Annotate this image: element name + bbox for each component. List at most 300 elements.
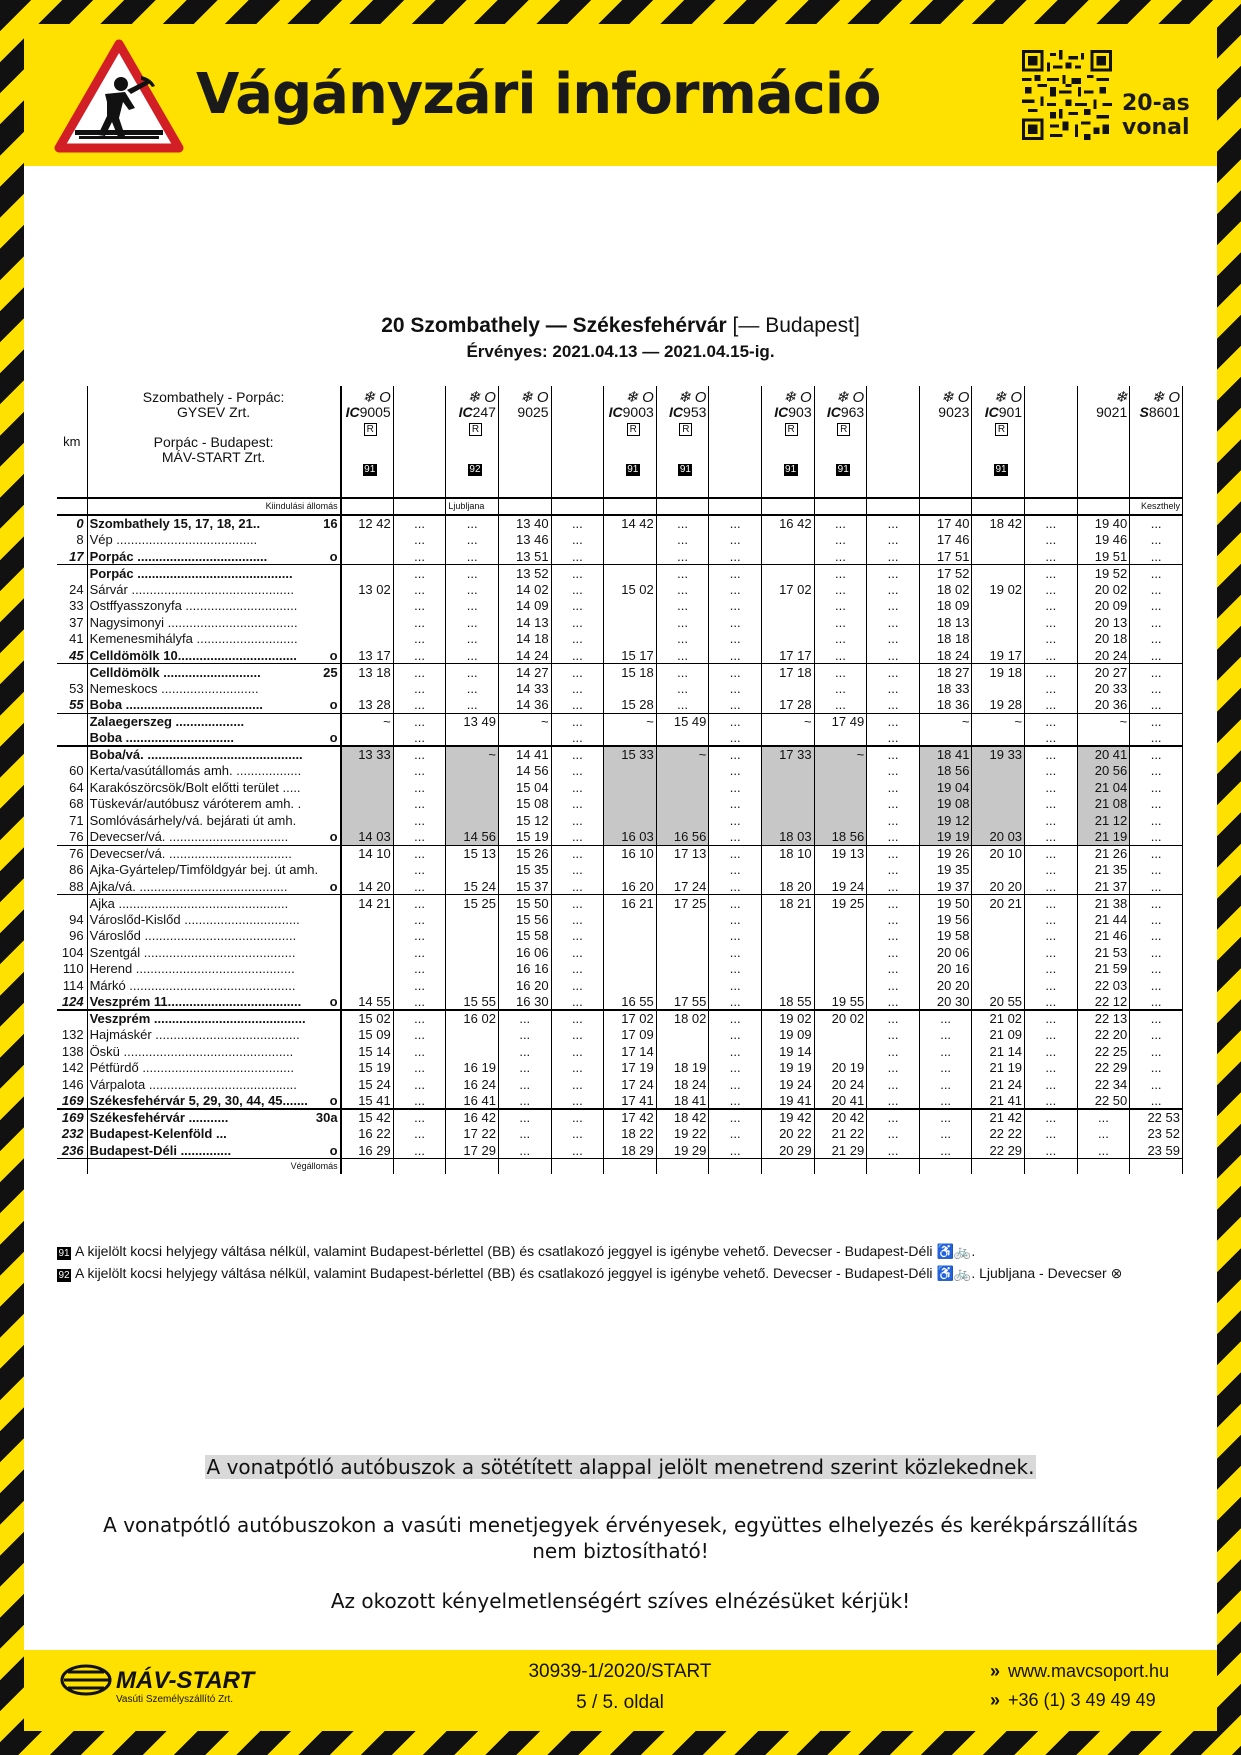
- time-cell: [446, 1027, 499, 1044]
- station-name: [87, 746, 341, 763]
- time-cell: [341, 911, 394, 928]
- time-cell: ...: [1130, 895, 1183, 912]
- time-cell: 15 41: [341, 1093, 394, 1110]
- time-cell: [341, 944, 394, 961]
- time-cell: ...: [709, 1010, 762, 1027]
- station-name: [87, 829, 341, 846]
- time-cell: 20 06: [919, 944, 972, 961]
- time-cell: 21 14: [972, 1043, 1025, 1060]
- time-cell: ...: [1130, 565, 1183, 582]
- time-cell: ...: [551, 713, 604, 730]
- time-cell: 16 20: [604, 878, 657, 895]
- website-link[interactable]: [990, 1661, 1169, 1682]
- time-cell: ...: [551, 977, 604, 994]
- time-cell: 13 51: [498, 548, 551, 565]
- snowflake-icon: ❄ O: [467, 389, 496, 406]
- time-cell: 21 26: [1077, 845, 1130, 862]
- time-cell: [762, 961, 815, 978]
- time-cell: ...: [709, 895, 762, 912]
- time-cell: ...: [393, 713, 446, 730]
- time-cell: ...: [709, 994, 762, 1011]
- train-header-5: [604, 386, 657, 498]
- time-cell: [604, 812, 657, 829]
- time-cell: 18 02: [656, 1010, 709, 1027]
- time-cell: ...: [551, 1142, 604, 1159]
- chevron-right-icon: »: [990, 1690, 1001, 1710]
- time-cell: ...: [551, 763, 604, 780]
- timetable-row: [57, 713, 1183, 730]
- distance-km: 37: [57, 614, 87, 631]
- time-cell: ...: [656, 532, 709, 549]
- time-cell: ...: [551, 1093, 604, 1110]
- time-cell: ...: [393, 1043, 446, 1060]
- time-cell: ...: [1130, 961, 1183, 978]
- time-cell: 15 02: [341, 1010, 394, 1027]
- timetable-row: [57, 548, 1183, 565]
- end-cell: [867, 1159, 920, 1175]
- time-cell: ...: [709, 1043, 762, 1060]
- station-label: Kemenesmihályfa ............................: [89, 631, 298, 647]
- time-cell: ...: [1025, 845, 1078, 862]
- time-cell: ...: [867, 1093, 920, 1110]
- time-cell: ~: [498, 713, 551, 730]
- timetable-row: [57, 779, 1183, 796]
- mav-start-logo[interactable]: [58, 1658, 255, 1708]
- time-cell: [814, 1043, 867, 1060]
- time-cell: 15 24: [341, 1076, 394, 1093]
- time-cell: ...: [867, 1010, 920, 1027]
- time-cell: ...: [551, 1010, 604, 1027]
- time-cell: 15 25: [446, 895, 499, 912]
- time-cell: [604, 977, 657, 994]
- time-cell: [814, 730, 867, 747]
- time-cell: ...: [1025, 961, 1078, 978]
- origin-cell: [656, 498, 709, 515]
- footnote-marker: 91: [837, 464, 849, 475]
- train-header-2: [446, 386, 499, 498]
- time-cell: ~: [446, 746, 499, 763]
- time-cell: [446, 796, 499, 813]
- time-cell: ...: [1025, 779, 1078, 796]
- time-cell: ...: [1130, 812, 1183, 829]
- time-cell: 17 55: [656, 994, 709, 1011]
- line-label-number: 20-as: [1122, 91, 1190, 116]
- time-cell: [762, 928, 815, 945]
- time-cell: ...: [1025, 911, 1078, 928]
- time-cell: 19 19: [919, 829, 972, 846]
- distance-km: 124: [57, 994, 87, 1011]
- time-cell: [814, 977, 867, 994]
- station-name: [87, 1010, 341, 1027]
- train-type-label: IC: [345, 404, 360, 420]
- time-cell: 14 21: [341, 895, 394, 912]
- time-cell: ...: [393, 697, 446, 714]
- time-cell: [972, 944, 1025, 961]
- distance-km: 76: [57, 829, 87, 846]
- train-header-4: [551, 386, 604, 498]
- time-cell: [341, 977, 394, 994]
- time-cell: ...: [446, 515, 499, 532]
- time-cell: 16 55: [604, 994, 657, 1011]
- time-cell: 13 49: [446, 713, 499, 730]
- time-cell: ...: [1025, 1043, 1078, 1060]
- track-worker-warning-icon: [55, 40, 183, 152]
- train-type-label: IC: [458, 404, 473, 420]
- time-cell: ...: [867, 763, 920, 780]
- time-cell: 20 16: [919, 961, 972, 978]
- time-cell: 14 42: [604, 515, 657, 532]
- time-cell: [972, 614, 1025, 631]
- time-cell: 17 52: [919, 565, 972, 582]
- timetable-row: [57, 515, 1183, 532]
- time-cell: [762, 565, 815, 582]
- time-cell: ...: [1130, 829, 1183, 846]
- time-cell: ...: [814, 697, 867, 714]
- time-cell: 21 35: [1077, 862, 1130, 879]
- time-cell: 18 33: [919, 680, 972, 697]
- time-cell: ...: [551, 631, 604, 648]
- station-label: Öskü ...............................................: [89, 1043, 294, 1059]
- train-number-value: 247: [472, 404, 496, 420]
- station-label: Tüskevár/autóbusz váróterem amh. .: [89, 796, 302, 812]
- time-cell: 18 13: [919, 614, 972, 631]
- distance-km: 96: [57, 928, 87, 945]
- time-cell: [972, 862, 1025, 879]
- time-cell: ...: [867, 1126, 920, 1143]
- station-name: [87, 730, 341, 747]
- time-cell: 17 02: [762, 581, 815, 598]
- train-header-9: [814, 386, 867, 498]
- snowflake-icon: ❄ O: [625, 389, 654, 406]
- time-cell: [762, 532, 815, 549]
- time-cell: ...: [446, 647, 499, 664]
- time-cell: [604, 548, 657, 565]
- distance-km: 33: [57, 598, 87, 615]
- station-label: Devecser/vá. ..................................: [89, 846, 292, 861]
- station-name: [87, 1126, 341, 1143]
- station-name: [87, 1076, 341, 1093]
- time-cell: ...: [393, 779, 446, 796]
- station-label: Pétfürdő ..........................................: [89, 1060, 295, 1076]
- origin-cell: [972, 498, 1025, 515]
- time-cell: ...: [709, 713, 762, 730]
- time-cell: 19 55: [814, 994, 867, 1011]
- timetable-row: [57, 614, 1183, 631]
- station-label: Ostffyasszonyfa ...............................: [89, 598, 298, 614]
- time-cell: 19 02: [972, 581, 1025, 598]
- time-cell: 13 17: [341, 647, 394, 664]
- station-name: [87, 532, 341, 549]
- time-cell: 15 49: [656, 713, 709, 730]
- timetable-row: [57, 977, 1183, 994]
- time-cell: 19 19: [762, 1060, 815, 1077]
- time-cell: 17 14: [604, 1043, 657, 1060]
- station-label: Zalaegerszeg ...................: [89, 714, 245, 729]
- station-name: [87, 895, 341, 912]
- station-label: Kerta/vasútállomás amh. ..................: [89, 763, 302, 779]
- train-number: [606, 405, 654, 420]
- distance-km: 53: [57, 680, 87, 697]
- time-cell: ...: [814, 532, 867, 549]
- time-cell: ~: [814, 746, 867, 763]
- time-cell: 19 51: [1077, 548, 1130, 565]
- time-cell: ...: [446, 631, 499, 648]
- time-cell: ...: [1025, 515, 1078, 532]
- time-cell: 20 42: [814, 1109, 867, 1126]
- time-cell: ...: [1130, 680, 1183, 697]
- time-cell: ...: [393, 1142, 446, 1159]
- time-cell: 20 36: [1077, 697, 1130, 714]
- timetable-header-row: [57, 386, 1183, 498]
- time-cell: ...: [1025, 829, 1078, 846]
- station-label: Nemeskocs ...........................: [89, 680, 259, 696]
- snowflake-icon: ❄ O: [1151, 389, 1180, 406]
- end-cell: [341, 1159, 394, 1175]
- distance-km: 114: [57, 977, 87, 994]
- time-cell: ...: [1025, 1010, 1078, 1027]
- time-cell: ...: [1025, 895, 1078, 912]
- time-cell: 20 56: [1077, 763, 1130, 780]
- origin-row: [57, 498, 1183, 515]
- timetable-row: [57, 796, 1183, 813]
- time-cell: ...: [446, 664, 499, 681]
- train-number: [1132, 405, 1180, 420]
- time-cell: ...: [1130, 994, 1183, 1011]
- time-cell: 13 40: [498, 515, 551, 532]
- distance-km: 169: [57, 1093, 87, 1110]
- end-cell: [1130, 1159, 1183, 1175]
- time-cell: 16 10: [604, 845, 657, 862]
- time-cell: 23 59: [1130, 1142, 1183, 1159]
- time-cell: ...: [709, 1060, 762, 1077]
- time-cell: 21 42: [972, 1109, 1025, 1126]
- time-cell: ...: [709, 961, 762, 978]
- station-note: o: [329, 1092, 338, 1108]
- operator-line: Szombathely - Porpác:: [142, 389, 285, 405]
- station-note: o: [329, 878, 338, 894]
- time-cell: 15 14: [341, 1043, 394, 1060]
- wheelchair-bicycle-icon: ♿🚲: [936, 1265, 972, 1281]
- station-name: [87, 565, 341, 582]
- timetable-row: [57, 1060, 1183, 1077]
- time-cell: ...: [709, 1093, 762, 1110]
- time-cell: 19 09: [762, 1027, 815, 1044]
- train-number-value: 901: [998, 404, 1023, 420]
- phone-contact[interactable]: [990, 1690, 1156, 1711]
- time-cell: ...: [393, 598, 446, 615]
- time-cell: 22 50: [1077, 1093, 1130, 1110]
- footnote-91-tail: .: [971, 1243, 976, 1259]
- time-cell: [498, 730, 551, 747]
- time-cell: ...: [814, 664, 867, 681]
- time-cell: ...: [1025, 730, 1078, 747]
- time-cell: ...: [867, 680, 920, 697]
- time-cell: 21 38: [1077, 895, 1130, 912]
- time-cell: 19 42: [762, 1109, 815, 1126]
- station-label: Boba ..............................: [89, 729, 235, 745]
- qr-code[interactable]: [1022, 50, 1112, 140]
- time-cell: ...: [551, 1060, 604, 1077]
- time-cell: ...: [1130, 614, 1183, 631]
- distance-km: 232: [57, 1126, 87, 1143]
- time-cell: [814, 812, 867, 829]
- time-cell: ...: [393, 1027, 446, 1044]
- time-cell: ...: [1025, 680, 1078, 697]
- time-cell: ...: [656, 515, 709, 532]
- distance-km: 45: [57, 647, 87, 664]
- time-cell: ...: [1025, 532, 1078, 549]
- time-cell: 20 24: [814, 1076, 867, 1093]
- origin-km: [57, 498, 87, 515]
- time-cell: ...: [1025, 664, 1078, 681]
- time-cell: 18 42: [656, 1109, 709, 1126]
- time-cell: 17 33: [762, 746, 815, 763]
- time-cell: 13 52: [498, 565, 551, 582]
- train-header-8: [762, 386, 815, 498]
- time-cell: ...: [1025, 1126, 1078, 1143]
- time-cell: ...: [814, 631, 867, 648]
- distance-km: 41: [57, 631, 87, 648]
- time-cell: ...: [1130, 697, 1183, 714]
- time-cell: [604, 961, 657, 978]
- time-cell: 17 02: [604, 1010, 657, 1027]
- time-cell: 18 24: [919, 647, 972, 664]
- end-label: Végállomás: [87, 1159, 341, 1175]
- train-header-12: [972, 386, 1025, 498]
- station-label: Nagysimonyi ....................................: [89, 614, 298, 630]
- end-cell: [551, 1159, 604, 1175]
- time-cell: ...: [498, 1010, 551, 1027]
- time-cell: [972, 680, 1025, 697]
- train-header-11: [919, 386, 972, 498]
- time-cell: [972, 812, 1025, 829]
- time-cell: ...: [919, 1043, 972, 1060]
- station-name: [87, 1043, 341, 1060]
- time-cell: 15 35: [498, 862, 551, 879]
- time-cell: ...: [393, 1126, 446, 1143]
- time-cell: ...: [1130, 515, 1183, 532]
- station-name: [87, 878, 341, 895]
- time-cell: ...: [1130, 1076, 1183, 1093]
- logo-subtitle: Vasúti Személyszállító Zrt.: [116, 1694, 234, 1705]
- time-cell: ...: [709, 1027, 762, 1044]
- time-cell: 20 27: [1077, 664, 1130, 681]
- time-cell: ~: [1077, 713, 1130, 730]
- distance-km: 68: [57, 796, 87, 813]
- time-cell: [446, 1043, 499, 1060]
- time-cell: ...: [867, 977, 920, 994]
- time-cell: 15 28: [604, 697, 657, 714]
- end-cell: [393, 1159, 446, 1175]
- timetable-row: [57, 1142, 1183, 1159]
- time-cell: 14 36: [498, 697, 551, 714]
- time-cell: ...: [1025, 862, 1078, 879]
- time-cell: 17 25: [656, 895, 709, 912]
- time-cell: 19 13: [814, 845, 867, 862]
- station-name: [87, 994, 341, 1011]
- time-cell: 17 24: [656, 878, 709, 895]
- distance-km: 142: [57, 1060, 87, 1077]
- time-cell: ...: [1130, 548, 1183, 565]
- time-cell: 18 18: [919, 631, 972, 648]
- timetable-row: [57, 961, 1183, 978]
- station-label: Budapest-Déli ..............: [89, 1142, 232, 1158]
- timetable-row: [57, 1109, 1183, 1126]
- time-cell: ...: [709, 763, 762, 780]
- time-cell: [341, 565, 394, 582]
- time-cell: ...: [709, 878, 762, 895]
- time-cell: ...: [393, 664, 446, 681]
- time-cell: 21 59: [1077, 961, 1130, 978]
- train-type-label: IC: [608, 404, 623, 420]
- time-cell: 19 18: [972, 664, 1025, 681]
- time-cell: ...: [1025, 581, 1078, 598]
- end-cell: [709, 1159, 762, 1175]
- time-cell: ...: [393, 796, 446, 813]
- time-cell: ...: [867, 581, 920, 598]
- time-cell: ...: [867, 1060, 920, 1077]
- time-cell: [341, 779, 394, 796]
- time-cell: 17 17: [762, 647, 815, 664]
- time-cell: ...: [551, 796, 604, 813]
- train-number-value: 8601: [1148, 404, 1180, 420]
- time-cell: [604, 680, 657, 697]
- time-cell: 17 24: [604, 1076, 657, 1093]
- time-cell: ...: [1130, 1027, 1183, 1044]
- time-cell: ...: [867, 515, 920, 532]
- reservation-icon: R: [469, 423, 482, 436]
- time-cell: 19 24: [762, 1076, 815, 1093]
- time-cell: 22 20: [1077, 1027, 1130, 1044]
- train-number-value: 963: [840, 404, 865, 420]
- origin-cell: [867, 498, 920, 515]
- train-number: [448, 405, 496, 420]
- time-cell: ...: [656, 680, 709, 697]
- page-title: Vágányzári információ: [196, 62, 881, 127]
- time-cell: ...: [1025, 1060, 1078, 1077]
- time-cell: ...: [498, 1043, 551, 1060]
- time-cell: ...: [551, 548, 604, 565]
- time-cell: ...: [551, 598, 604, 615]
- time-cell: 21 29: [814, 1142, 867, 1159]
- time-cell: ...: [1130, 1010, 1183, 1027]
- time-cell: 16 22: [341, 1126, 394, 1143]
- station-name: [87, 614, 341, 631]
- train-type-label: IC: [669, 404, 684, 420]
- time-cell: 16 19: [446, 1060, 499, 1077]
- station-label: Ajka/vá. .........................................: [89, 878, 288, 894]
- time-cell: 16 56: [656, 829, 709, 846]
- distance-km: 86: [57, 862, 87, 879]
- time-cell: [656, 796, 709, 813]
- time-cell: [656, 730, 709, 747]
- origin-cell: [762, 498, 815, 515]
- origin-cell: [1077, 498, 1130, 515]
- time-cell: ...: [867, 829, 920, 846]
- station-label: Somlóvásárhely/vá. bejárati út amh.: [89, 812, 297, 828]
- time-cell: ...: [1025, 812, 1078, 829]
- time-cell: 18 22: [604, 1126, 657, 1143]
- time-cell: 15 26: [498, 845, 551, 862]
- time-cell: [972, 779, 1025, 796]
- operator-line: MÁV-START Zrt.: [161, 449, 266, 465]
- time-cell: [656, 961, 709, 978]
- time-cell: [814, 796, 867, 813]
- footnote-91: [57, 1243, 975, 1260]
- time-cell: 14 10: [341, 845, 394, 862]
- time-cell: 15 09: [341, 1027, 394, 1044]
- time-cell: ...: [1025, 647, 1078, 664]
